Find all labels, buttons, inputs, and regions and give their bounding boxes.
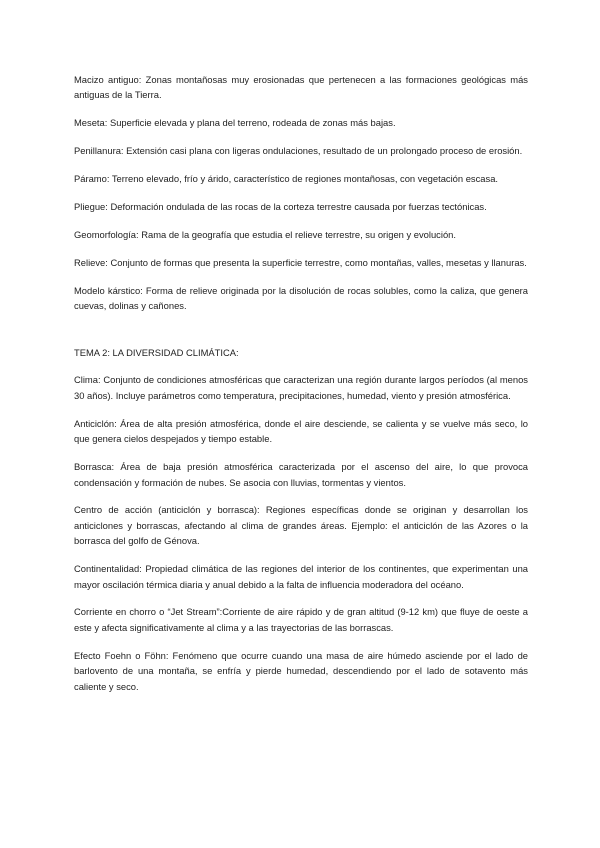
definition-corriente-en-chorro: Corriente en chorro o “Jet Stream”:Corriente de aire rápido y de gran altitud (9-12 km) que fluye de oeste a este y afecta significativamente al clima y a las trayectorias de las borrascas.: [74, 606, 528, 633]
definition-continentalidad: Continentalidad: Propiedad climática de las regiones del interior de los continentes, que experimentan una mayor oscilación térmica diaria y anual debido a la falta de influencia moderadora del océano.: [74, 563, 528, 590]
definition-macizo-antiguo: Macizo antiguo: Zonas montañosas muy erosionadas que pertenecen a las formaciones geológicas más antiguas de la Tierra.: [74, 74, 528, 101]
definition-borrasca: Borrasca: Área de baja presión atmosférica caracterizada por el ascenso del aire, lo que provoca condensación y formación de nubes. Se asocia con lluvias, tormentas y vientos.: [74, 461, 528, 488]
section-title: TEMA 2: LA DIVERSIDAD CLIMÁTICA:: [74, 346, 239, 358]
definition-geomorfologia: Geomorfología: Rama de la geografía que estudia el relieve terrestre, su origen y evolución.: [74, 228, 456, 240]
definition-clima: Clima: Conjunto de condiciones atmosféricas que caracterizan una región durante largos períodos (al menos 30 años). Incluye parámetros como temperatura, precipitaciones, humedad, viento y presión atmosférica.: [74, 374, 528, 401]
definition-pliegue: Pliegue: Deformación ondulada de las rocas de la corteza terrestre causada por fuerzas tectónicas.: [74, 201, 487, 213]
definition-efecto-foehn: Efecto Foehn o Föhn: Fenómeno que ocurre cuando una masa de aire húmedo asciende por el lado de barlovento de una montaña, se enfría y pierde humedad, descendiendo por el lado de sotavento más caliente y seco.: [74, 649, 528, 692]
definition-relieve: Relieve: Conjunto de formas que presenta la superficie terrestre, como montañas, valles, mesetas y llanuras.: [74, 256, 527, 268]
definition-modelo-karstico: Modelo kárstico: Forma de relieve originada por la disolución de rocas solubles, como la caliza, que genera cuevas, dolinas y cañones.: [74, 284, 528, 312]
definition-anticiclon: Anticiclón: Área de alta presión atmosférica, donde el aire desciende, se calienta y se vuelve más seco, lo que genera cielos despejados y tiempo estable.: [74, 417, 528, 445]
definition-paramo: Páramo: Terreno elevado, frío y árido, característico de regiones montañosas, con vegetación escasa.: [74, 173, 499, 185]
definition-meseta: Meseta: Superficie elevada y plana del terreno, rodeada de zonas más bajas.: [74, 117, 396, 129]
definition-penillanura: Penillanura: Extensión casi plana con ligeras ondulaciones, resultado de un prolongado proceso de erosión.: [74, 145, 523, 157]
definition-centro-de-accion: Centro de acción (anticiclón y borrasca): Regiones específicas donde se originan y desarrollan los anticiclones y borrascas, afectando al clima de grandes áreas. Ejemplo: el anticiclón de las Azores o la borrasca del golfo de Génova.: [74, 504, 528, 547]
document-body: [74, 72, 528, 706]
